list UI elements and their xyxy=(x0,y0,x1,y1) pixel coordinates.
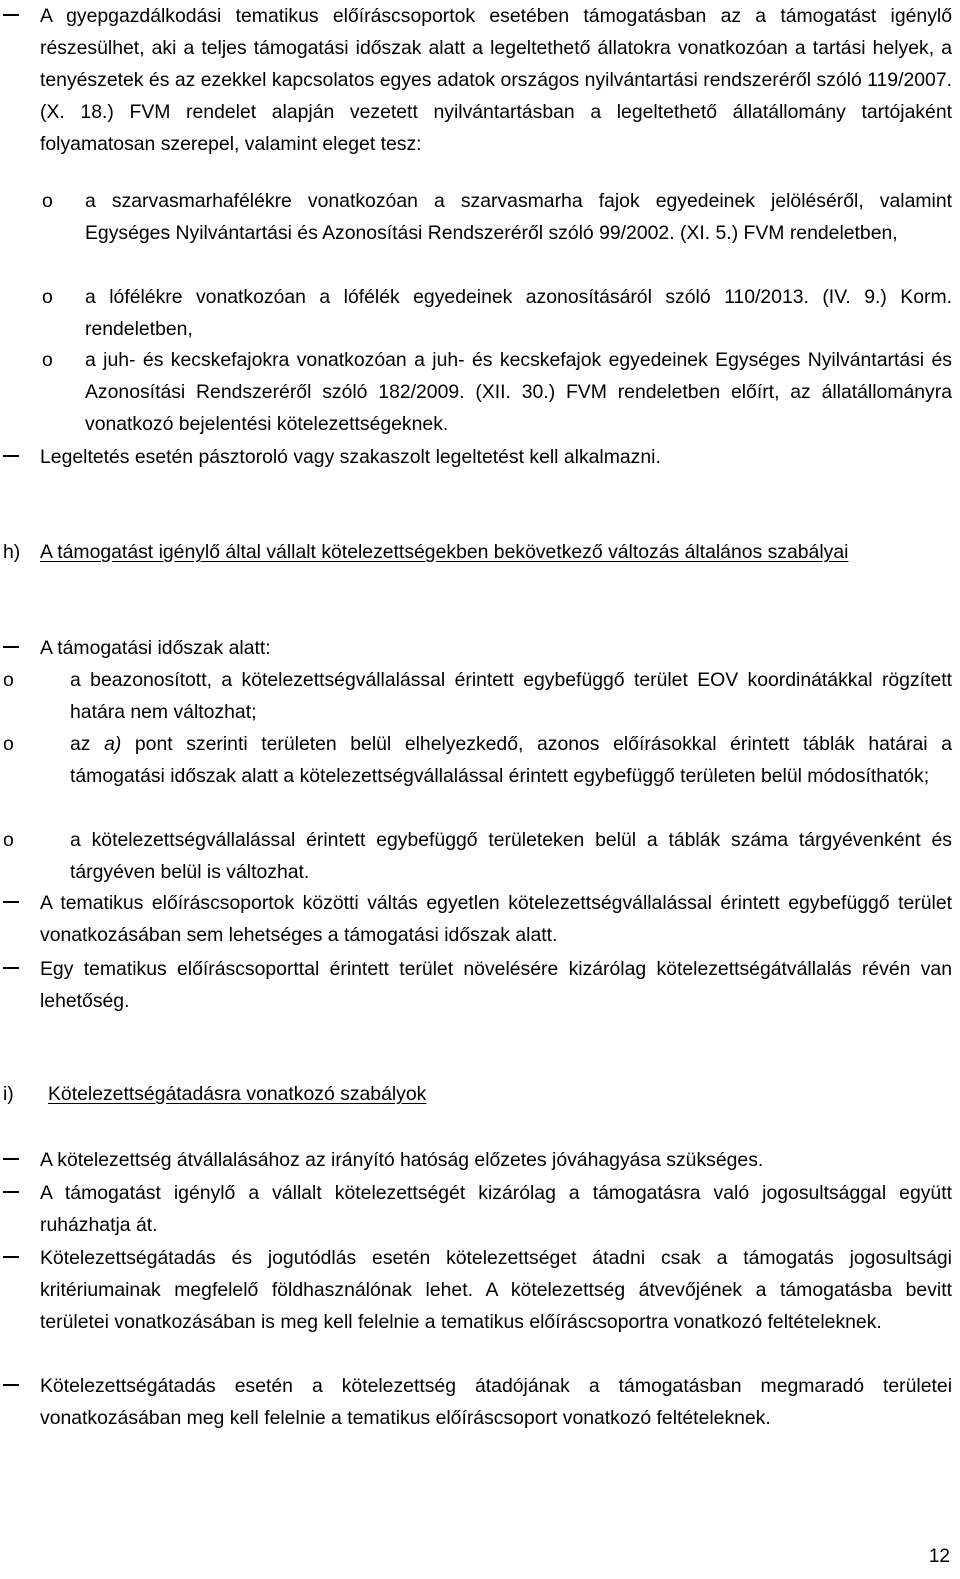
list-item xyxy=(0,632,952,664)
section-heading-h xyxy=(0,536,952,568)
section-title: A támogatást igénylő által vállalt kötelezettségekben bekövetkező változás általános szabályai xyxy=(40,541,849,563)
paragraph: A tematikus előíráscsoportok közötti váltás egyetlen kötelezettségvállalással érintett egybefüggő terület vonatkozásában sem lehetséges a támogatási időszak alatt. xyxy=(40,892,952,946)
section-letter: i) xyxy=(3,1083,14,1105)
dash-bullet xyxy=(3,953,19,985)
paragraph: Kötelezettségátadás esetén a kötelezettség átadójának a támogatásban megmaradó területei vonatkozásában meg kell felelnie a tematikus előíráscsoport vonatkozó feltételeknek. xyxy=(40,1375,952,1429)
dash-bullet xyxy=(3,1144,19,1176)
paragraph: a juh- és kecskefajokra vonatkozóan a juh- és kecskefajok egyedeinek Egységes Nyilvántartási és Azonosítási Rendszeréről szóló 182/2009. (XII. 30.) FVM rendeletben előírt, az állatállományra vonatkozó bejelentési kötelezettségeknek. xyxy=(85,349,952,435)
paragraph: A kötelezettség átvállalásához az irányító hatóság előzetes jóváhagyása szükséges. xyxy=(40,1149,764,1171)
paragraph: A támogatást igénylő a vállalt kötelezettségét kizárólag a támogatásra való jogosultsággal együtt ruházhatja át. xyxy=(40,1182,952,1236)
dash-bullet xyxy=(3,632,19,664)
sub-list-item xyxy=(0,664,952,728)
sub-list-item xyxy=(0,185,952,249)
paragraph: Egy tematikus előíráscsoporttal érintett terület növelésére kizárólag kötelezettségátvállalás révén van lehetőség. xyxy=(40,958,952,1012)
circle-bullet: o xyxy=(42,286,53,308)
sub-list-item xyxy=(0,728,952,792)
paragraph xyxy=(70,728,952,792)
circle-bullet: o xyxy=(3,829,14,851)
section-heading-i xyxy=(0,1078,952,1110)
dash-bullet xyxy=(3,1177,19,1209)
paragraph: Kötelezettségátadás és jogutódlás esetén kötelezettséget átadni csak a támogatás jogosultsági kritériumainak megfelelő földhasználónak lehet. A kötelezettség átvevőjének a támogatásba bevitt területei vonatkozásában is meg kell felelnie a tematikus előíráscsoportra vonatkozó feltételeknek. xyxy=(40,1247,952,1333)
list-item xyxy=(0,1370,952,1434)
list-item xyxy=(0,887,952,951)
circle-bullet: o xyxy=(42,349,53,371)
page-number: 12 xyxy=(928,1546,950,1567)
paragraph: A támogatási időszak alatt: xyxy=(40,637,271,659)
paragraph: a szarvasmarhafélékre vonatkozóan a szarvasmarha fajok egyedeinek jelöléséről, valamint Egységes Nyilvántartási és Azonosítási Rendszeréről szóló 99/2002. (XI. 5.) FVM rendeletben, xyxy=(85,190,952,244)
sub-list-item xyxy=(0,281,952,345)
section-title: Kötelezettségátadásra vonatkozó szabályok xyxy=(48,1083,427,1105)
list-item xyxy=(0,441,952,473)
list-item xyxy=(0,1242,952,1338)
dash-bullet xyxy=(3,887,19,919)
text-run: az xyxy=(70,733,105,755)
dash-bullet xyxy=(3,441,19,473)
list-item xyxy=(0,0,952,160)
paragraph: a beazonosított, a kötelezettségvállalással érintett egybefüggő terület EOV koordinátákkal rögzített határa nem változhat; xyxy=(70,669,952,723)
dash-bullet xyxy=(3,1242,19,1274)
sub-list-item xyxy=(0,344,952,440)
italic-reference: a) xyxy=(104,733,122,755)
circle-bullet: o xyxy=(3,669,14,691)
paragraph: Legeltetés esetén pásztoroló vagy szakaszolt legeltetést kell alkalmazni. xyxy=(40,446,661,468)
section-letter: h) xyxy=(3,541,21,563)
dash-bullet xyxy=(3,1370,19,1402)
paragraph: a lófélékre vonatkozóan a lófélék egyedeinek azonosításáról szóló 110/2013. (IV. 9.) Korm. rendeletben, xyxy=(85,286,952,340)
text-run: pont szerinti területen belül elhelyezkedő, azonos előírásokkal érintett táblák határai a támogatási időszak alatt a kötelezettségvállalással érintett egybefüggő területen belül módosíthatók; xyxy=(70,733,952,787)
sub-list-item xyxy=(0,824,952,888)
dash-bullet xyxy=(3,0,19,32)
circle-bullet: o xyxy=(42,190,53,212)
paragraph: a kötelezettségvállalással érintett egybefüggő területeken belül a táblák száma tárgyévenként és tárgyéven belül is változhat. xyxy=(70,829,952,883)
paragraph: A gyepgazdálkodási tematikus előíráscsoportok esetében támogatásban az a támogatást igénylő részesülhet, aki a teljes támogatási időszak alatt a legeltethető állatokra vonatkozóan a tartási helyek, a tenyészetek és az ezekkel kapcsolatos egyes adatok országos nyilvántartási rendszeréről szóló 119/2007. (X. 18.) FVM rendelet alapján vezetett nyilvántartásban a legeltethető állatállomány tartójaként folyamatosan szerepel, valamint eleget tesz: xyxy=(40,5,952,155)
list-item xyxy=(0,1144,952,1176)
list-item xyxy=(0,1177,952,1241)
circle-bullet: o xyxy=(3,733,14,755)
list-item xyxy=(0,953,952,1017)
